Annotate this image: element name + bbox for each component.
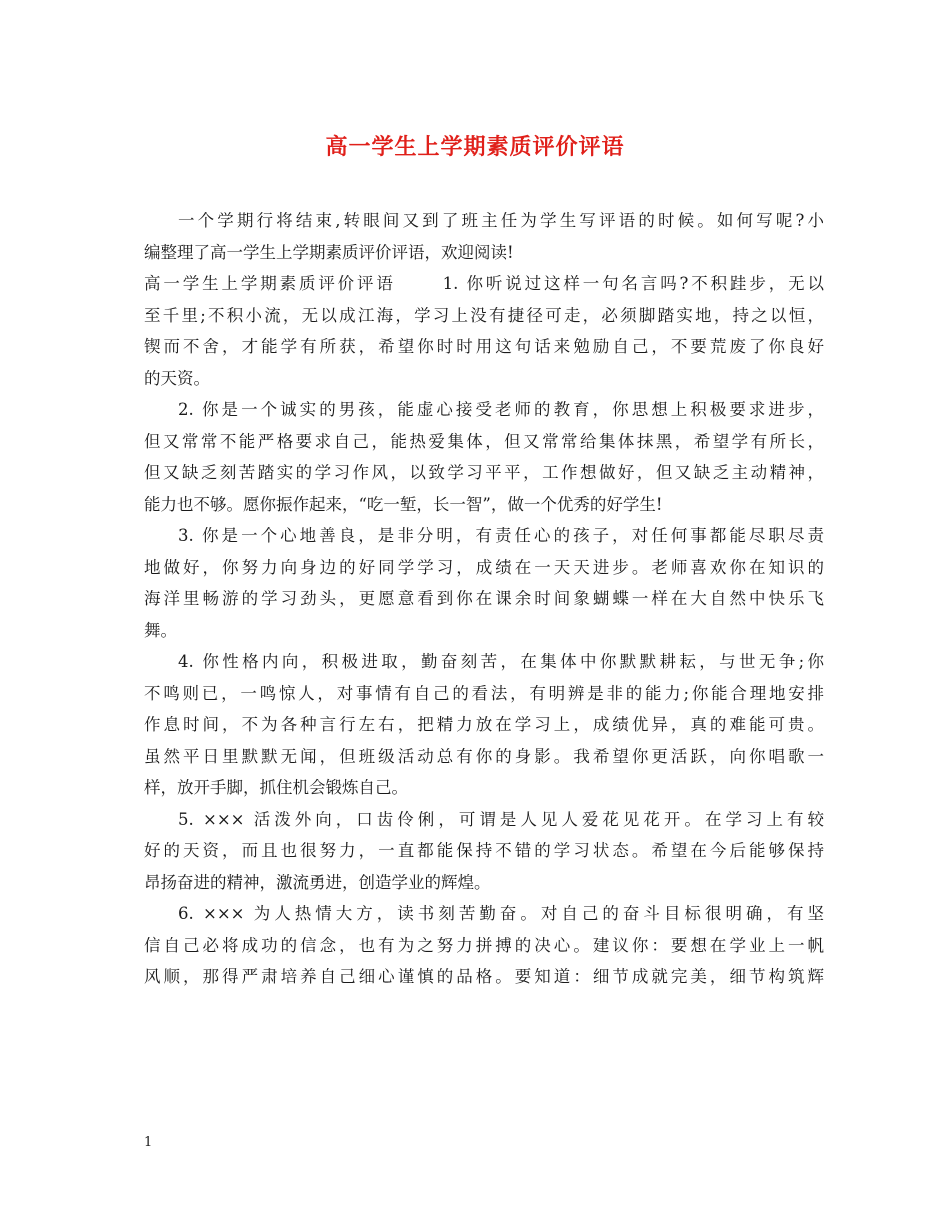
text-line: 的天资。 — [144, 368, 210, 388]
text-line: 2. 你是一个诚实的男孩，能虚心接受老师的教育，你思想上积极要求进步， — [178, 400, 824, 419]
text-line: 不鸣则已，一鸣惊人，对事情有自己的看法，有明辨是非的能力;你能合理地安排 — [144, 683, 824, 703]
text-line: 能力也不够。愿你振作起来，“吃一堑，长一智”，做一个优秀的好学生! — [144, 494, 663, 514]
text-line: 6. ××× 为人热情大方，读书刻苦勤奋。对自己的奋斗目标很明确，有坚 — [178, 904, 824, 923]
text-line: 一个学期行将结束,转眼间又到了班主任为学生写评语的时候。如何写呢?小 — [178, 211, 824, 230]
text-line: 编整理了高一学生上学期素质评价评语，欢迎阅读! — [144, 242, 514, 262]
text-line: 虽然平日里默默无闻，但班级活动总有你的身影。我希望你更活跃，向你唱歌一 — [144, 746, 824, 766]
text-line: 作息时间，不为各种言行左右，把精力放在学习上，成绩优异，真的难能可贵。 — [144, 715, 824, 734]
text-line: 4. 你性格内向，积极进取，勤奋刻苦，在集体中你默默耕耘，与世无争;你 — [178, 652, 824, 671]
document-title: 高一学生上学期素质评价评语 — [325, 135, 625, 160]
text-line: 至千里;不积小流，无以成江海，学习上没有捷径可走，必须脚踏实地，持之以恒， — [144, 305, 824, 325]
document-body — [144, 205, 824, 993]
text-line: 高一学生上学期素质评价评语 1. 你听说过这样一句名言吗?不积跬步，无以 — [144, 274, 824, 293]
text-line: 昂扬奋进的精神，激流勇进，创造学业的辉煌。 — [144, 872, 491, 892]
text-line: 好的天资，而且也很努力，一直都能保持不错的学习状态。希望在今后能够保持 — [144, 841, 824, 860]
text-line: 但又缺乏刻苦踏实的学习作风，以致学习平平，工作想做好，但又缺乏主动精神， — [144, 463, 824, 482]
text-line: 地做好，你努力向身边的好同学学习，成绩在一天天进步。老师喜欢你在知识的 — [144, 557, 824, 577]
text-line: 风顺，那得严肃培养自己细心谨慎的品格。要知道：细节成就完美，细节构筑辉 — [144, 967, 824, 986]
text-line: 样，放开手脚，抓住机会锻炼自己。 — [144, 778, 408, 797]
text-line: 信自己必将成功的信念，也有为之努力拼搏的决心。建议你：要想在学业上一帆 — [144, 935, 824, 955]
text-line: 5. ××× 活泼外向，口齿伶俐，可谓是人见人爱花见花开。在学习上有较 — [178, 809, 824, 829]
text-line: 3. 你是一个心地善良，是非分明，有责任心的孩子，对任何事都能尽职尽责 — [178, 526, 824, 545]
text-line: 海洋里畅游的学习劲头，更愿意看到你在课余时间象蝴蝶一样在大自然中快乐飞 — [144, 589, 824, 608]
text-line: 舞。 — [144, 620, 177, 640]
page-number: 1 — [144, 1135, 153, 1150]
text-line: 但又常常不能严格要求自己，能热爱集体，但又常常给集体抹黑，希望学有所长， — [144, 431, 824, 451]
text-line: 锲而不舍，才能学有所获，希望你时时用这句话来勉励自己，不要荒废了你良好 — [144, 337, 824, 356]
